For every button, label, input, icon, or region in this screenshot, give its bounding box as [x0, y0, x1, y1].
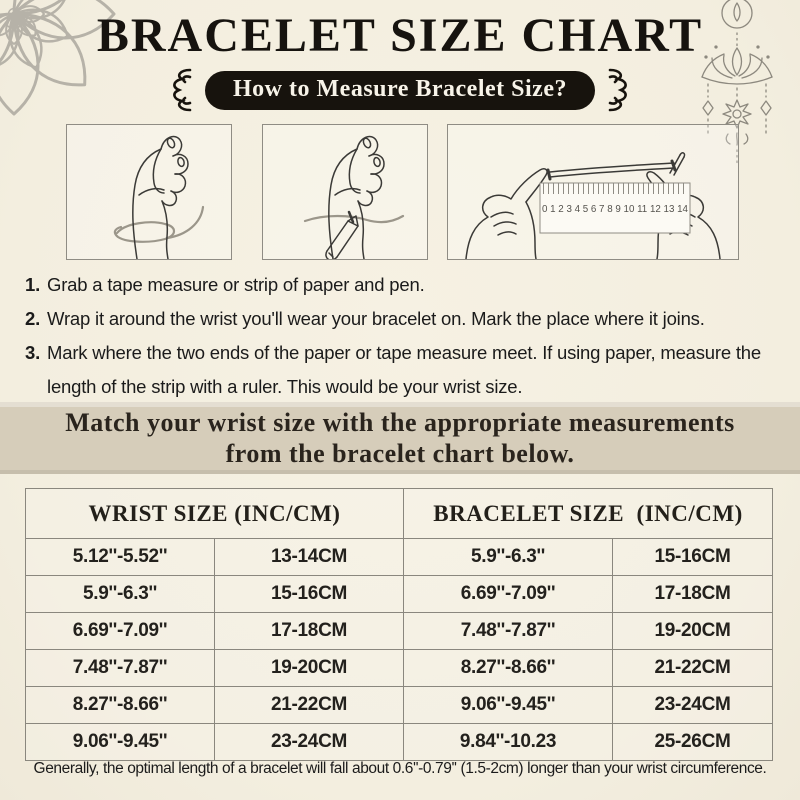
- banner-line-2: from the bracelet chart below.: [225, 439, 575, 468]
- table-cell: 7.48''-7.87'': [26, 650, 215, 687]
- illustration-mark-wrist: [262, 124, 428, 260]
- footnote: Generally, the optimal length of a bracelet will fall about 0.6''-0.79'' (1.5-2cm) longer than your wrist circumference.: [33, 760, 767, 777]
- instruction-item-3: [25, 336, 783, 404]
- badge-row: [0, 70, 800, 110]
- table-cell: 23-24CM: [215, 724, 404, 760]
- table-cell: 6.69''-7.09'': [26, 613, 215, 650]
- table-cell: 13-14CM: [215, 539, 404, 576]
- wrist-size-header: WRIST SIZE (INC/CM): [26, 489, 404, 539]
- instruction-item-2: [25, 302, 783, 336]
- table-cell: 8.27''-8.66'': [404, 650, 613, 687]
- ruler-numbers: 0 1 2 3 4 5 6 7 8 9 10 11 12 13 14: [542, 204, 689, 215]
- instruction-number: 1.: [25, 274, 41, 295]
- table-cell: 17-18CM: [613, 576, 772, 613]
- instructions-list: [25, 268, 783, 404]
- flourish-right-icon: [607, 67, 637, 113]
- instruction-text: Wrap it around the wrist you'll wear your bracelet on. Mark the place where it joins.: [47, 308, 705, 329]
- instruction-item-1: [25, 268, 783, 302]
- table-cell: 15-16CM: [613, 539, 772, 576]
- table-cell: 6.69''-7.09'': [404, 576, 613, 613]
- fist-with-string-drawing: [67, 125, 231, 259]
- page-title: BRACELET SIZE CHART: [96, 9, 704, 62]
- table-cell: 21-22CM: [215, 687, 404, 724]
- banner-line-1: Match your wrist size with the appropriate measurements: [65, 408, 735, 437]
- table-cell: 17-18CM: [215, 613, 404, 650]
- table-cell: 5.9''-6.3'': [26, 576, 215, 613]
- instruction-number: 2.: [25, 308, 41, 329]
- table-cell: 15-16CM: [215, 576, 404, 613]
- instruction-text: Mark where the two ends of the paper or tape measure meet. If using paper, measure the length of the strip with a ruler. This would be your wrist size.: [47, 342, 761, 397]
- illustration-ruler-measure: [447, 124, 739, 260]
- table-cell: 7.48''-7.87'': [404, 613, 613, 650]
- match-size-banner: [0, 402, 800, 474]
- table-cell: 5.9''-6.3'': [404, 539, 613, 576]
- table-cell: 19-20CM: [215, 650, 404, 687]
- table-cell: 5.12''-5.52'': [26, 539, 215, 576]
- table-cell: 8.27''-8.66'': [26, 687, 215, 724]
- instruction-number: 3.: [25, 342, 41, 363]
- instruction-text: Grab a tape measure or strip of paper and pen.: [47, 274, 425, 295]
- bracelet-size-header: BRACELET SIZE (INC/CM): [404, 489, 772, 539]
- how-to-measure-badge: How to Measure Bracelet Size?: [205, 71, 595, 110]
- ruler-measure-drawing: [448, 125, 738, 259]
- table-cell: 23-24CM: [613, 687, 772, 724]
- table-cell: 19-20CM: [613, 613, 772, 650]
- fist-with-pen-drawing: [263, 125, 427, 259]
- table-cell: 9.84''-10.23: [404, 724, 613, 760]
- size-table: [25, 488, 773, 761]
- table-cell: 25-26CM: [654, 731, 731, 752]
- table-cell: 9.06''-9.45'': [26, 724, 215, 760]
- flourish-left-icon: [163, 67, 193, 113]
- table-cell: 9.06''-9.45'': [404, 687, 613, 724]
- illustration-measure-wrist: [66, 124, 232, 260]
- table-cell: 21-22CM: [613, 650, 772, 687]
